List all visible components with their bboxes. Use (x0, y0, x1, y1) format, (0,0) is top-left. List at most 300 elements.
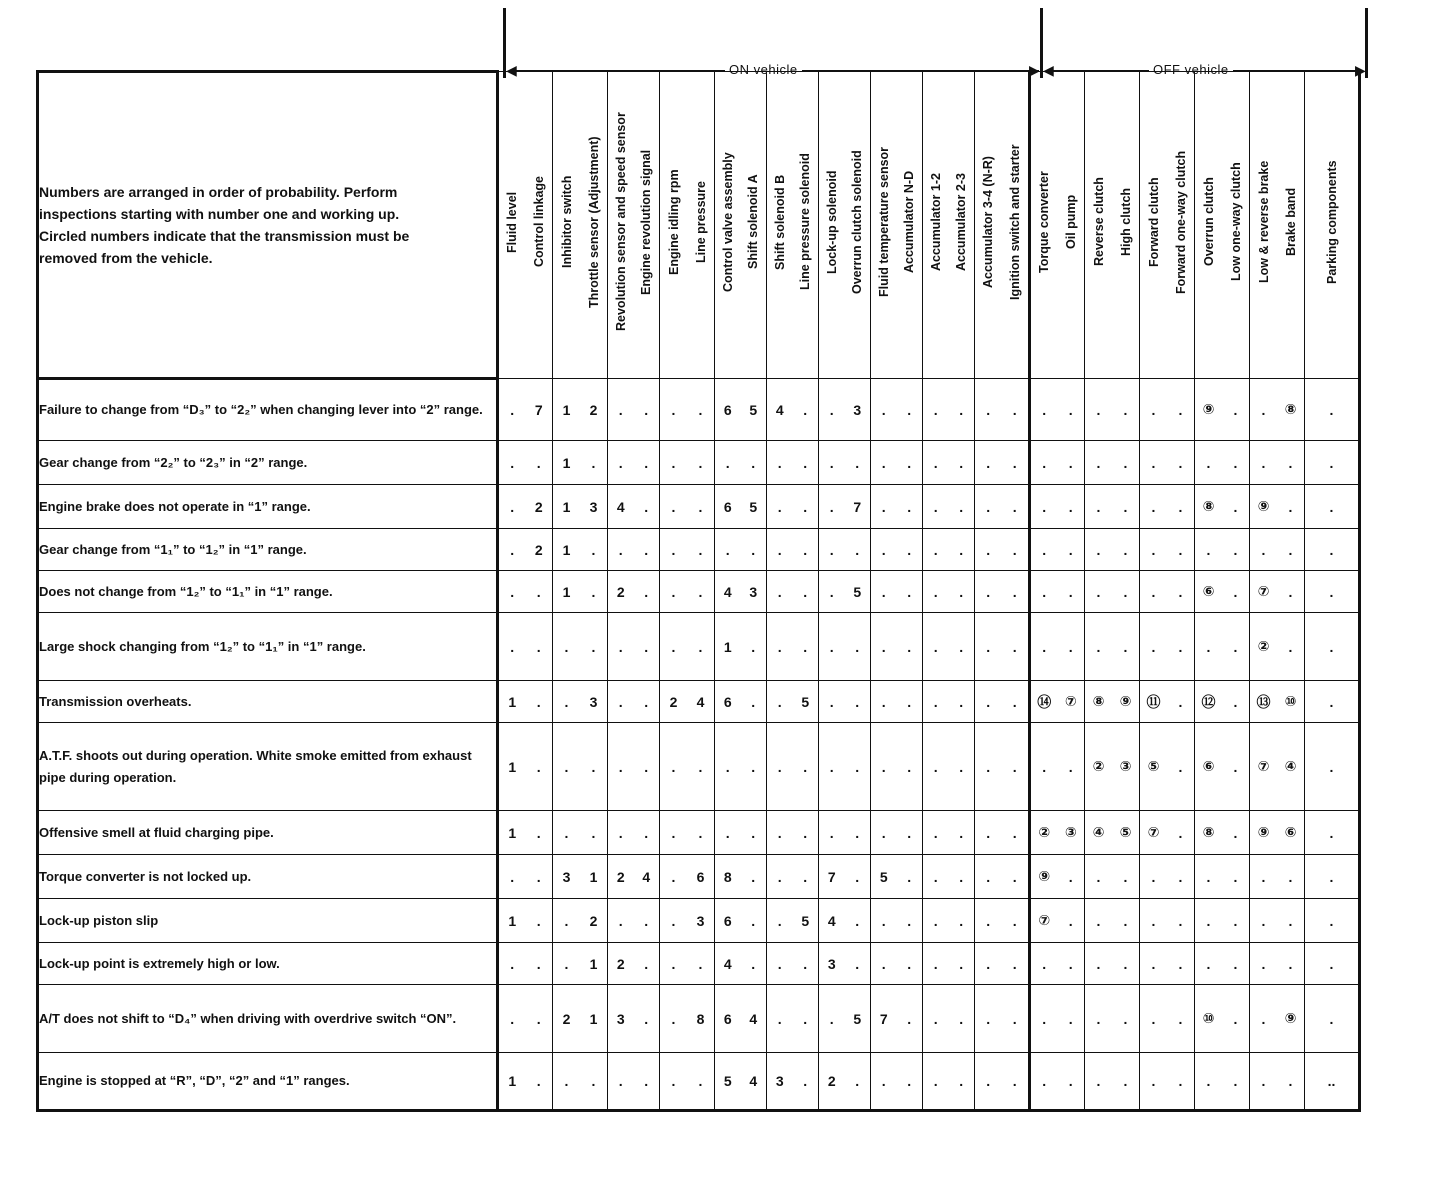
value-cell (819, 1053, 871, 1111)
probability-value: ⑫ (1201, 693, 1216, 710)
column-label: Accumulator 2-3 (954, 173, 969, 271)
probability-value: . (855, 1073, 860, 1089)
probability-value: . (1012, 583, 1017, 600)
probability-value: 1 (508, 912, 517, 929)
value-cell (1140, 985, 1195, 1053)
on-vehicle-label: ON vehicle (725, 62, 802, 78)
probability-value: . (510, 541, 515, 558)
probability-value: . (933, 955, 938, 972)
probability-value: . (1068, 401, 1073, 418)
probability-value: . (1288, 955, 1293, 972)
probability-value: . (1233, 912, 1238, 929)
probability-value: . (986, 454, 991, 471)
value-cell (923, 811, 975, 855)
value-cell (975, 985, 1030, 1053)
column-group-header (1140, 72, 1195, 379)
probability-value: . (671, 401, 676, 418)
probability-value: . (698, 1073, 703, 1089)
probability-value: . (933, 541, 938, 558)
probability-value: . (510, 401, 515, 418)
probability-value: . (1329, 401, 1334, 418)
probability-value: . (1288, 583, 1293, 600)
probability-value: 6 (723, 693, 732, 710)
probability-value: . (1151, 401, 1156, 418)
probability-value: . (933, 693, 938, 710)
probability-value: . (777, 758, 782, 775)
probability-value: . (1178, 955, 1183, 972)
value-cell (871, 723, 923, 811)
value-cell (553, 811, 608, 855)
value-cell (975, 943, 1030, 985)
probability-value: 4 (723, 583, 732, 600)
probability-value: . (698, 541, 703, 558)
probability-value: . (564, 1073, 569, 1089)
value-cell (498, 571, 553, 613)
symptom-cell: Lock-up point is extremely high or low. (38, 943, 498, 985)
probability-value: . (881, 401, 886, 418)
probability-value: . (671, 638, 676, 655)
value-cell (553, 529, 608, 571)
probability-value: . (591, 541, 596, 558)
probability-value: . (959, 868, 964, 885)
probability-value: ⑧ (1092, 693, 1105, 709)
probability-value: 1 (562, 541, 571, 558)
symptom-cell: Offensive smell at fluid charging pipe. (38, 811, 498, 855)
value-cell (1140, 485, 1195, 529)
probability-value: 3 (827, 955, 836, 972)
probability-value: . (1233, 1010, 1238, 1027)
probability-value: . (1151, 498, 1156, 515)
column-group-header (1250, 72, 1305, 379)
probability-value: 5 (801, 912, 810, 929)
probability-value: . (881, 498, 886, 515)
probability-value: . (591, 824, 596, 841)
probability-value: . (881, 955, 886, 972)
probability-value: . (644, 693, 649, 710)
probability-value: . (1068, 638, 1073, 655)
value-cell (871, 1053, 923, 1111)
value-cell (1250, 1053, 1305, 1111)
probability-value: . (751, 912, 756, 929)
probability-value: ⑨ (1038, 868, 1051, 884)
probability-value: . (1178, 693, 1183, 710)
probability-value: . (1288, 541, 1293, 558)
probability-value: . (671, 454, 676, 471)
probability-value: . (1288, 868, 1293, 885)
value-cell (819, 529, 871, 571)
value-cell (553, 855, 608, 899)
probability-value: . (1012, 955, 1017, 972)
probability-value: . (1233, 401, 1238, 418)
value-cell (923, 529, 975, 571)
instructions-note (38, 72, 498, 379)
probability-value: 5 (853, 583, 862, 600)
probability-value: . (536, 454, 541, 471)
probability-value: . (1123, 1010, 1128, 1027)
probability-value: . (591, 758, 596, 775)
probability-value: . (1012, 638, 1017, 655)
probability-value: 4 (775, 401, 784, 418)
probability-value: . (829, 583, 834, 600)
probability-value: . (907, 868, 912, 885)
probability-value: . (751, 454, 756, 471)
probability-value: . (1012, 454, 1017, 471)
probability-value: ⑥ (1202, 758, 1215, 774)
value-cell (1195, 1053, 1250, 1111)
probability-value: ⑦ (1257, 583, 1270, 599)
column-label: Overrun clutch (1201, 177, 1216, 267)
value-cell (1085, 613, 1140, 681)
table-row (38, 571, 1360, 613)
value-cell (871, 379, 923, 441)
probability-value: . (1261, 868, 1266, 885)
off-vehicle-label: OFF vehicle (1149, 62, 1233, 78)
value-cell (498, 379, 553, 441)
probability-value: . (536, 758, 541, 775)
value-cell (975, 379, 1030, 441)
probability-value: . (671, 1073, 676, 1089)
probability-value: . (855, 758, 860, 775)
value-cell (767, 681, 819, 723)
column-label: Accumulator 3-4 (N-R) (981, 156, 996, 288)
probability-value: . (881, 583, 886, 600)
probability-value: . (725, 758, 730, 775)
probability-value: . (1261, 454, 1266, 471)
symptom-cell: Failure to change from “D₃” to “2₂” when changing lever into “2” range. (38, 379, 498, 441)
probability-value: 6 (723, 498, 732, 515)
value-cell (1305, 855, 1360, 899)
symptom-cell: Does not change from “1₂” to “1₁” in “1” range. (38, 571, 498, 613)
column-label: Forward clutch (1146, 177, 1161, 267)
probability-value: ⑤ (1119, 824, 1132, 840)
value-cell (1085, 943, 1140, 985)
probability-value: 6 (723, 1010, 732, 1027)
value-cell (1140, 855, 1195, 899)
column-label: Brake band (1283, 187, 1298, 257)
value-cell (767, 855, 819, 899)
probability-value: . (1151, 955, 1156, 972)
probability-value: . (1288, 638, 1293, 655)
probability-value: . (1096, 955, 1101, 972)
arrow-left-icon: ◀ (506, 62, 517, 78)
value-cell (498, 855, 553, 899)
value-cell (715, 723, 767, 811)
probability-value: . (510, 583, 515, 600)
instructions-text: Numbers are arranged in order of probability. Perform inspections starting with number one and working up. Circled numbers indicate that the transmission must be removed from the vehicle. (39, 184, 410, 266)
column-label: Parking components (1324, 160, 1339, 284)
probability-value: . (591, 638, 596, 655)
probability-value: . (803, 1010, 808, 1027)
probability-value: 2 (616, 868, 625, 885)
table-row (38, 1053, 1360, 1111)
probability-value: . (591, 583, 596, 600)
probability-value: . (986, 912, 991, 929)
probability-value: 1 (589, 868, 598, 885)
probability-value: . (536, 824, 541, 841)
probability-value: . (1178, 638, 1183, 655)
probability-value: 6 (696, 868, 705, 885)
probability-value: . (855, 454, 860, 471)
probability-value: 7 (534, 401, 543, 418)
table-row (38, 441, 1360, 485)
probability-value: . (855, 693, 860, 710)
probability-value: . (933, 638, 938, 655)
value-cell (498, 985, 553, 1053)
value-cell (660, 529, 715, 571)
value-cell (1195, 723, 1250, 811)
probability-value: . (907, 1073, 912, 1089)
probability-value: . (986, 401, 991, 418)
probability-value: . (777, 912, 782, 929)
value-cell (1140, 1053, 1195, 1111)
probability-value: . (1233, 868, 1238, 885)
value-cell (1305, 441, 1360, 485)
probability-value: . (1233, 824, 1238, 841)
value-cell (660, 485, 715, 529)
value-cell (553, 485, 608, 529)
probability-value: ② (1092, 758, 1105, 774)
value-cell (1030, 985, 1085, 1053)
probability-value: . (1233, 454, 1238, 471)
value-cell (1195, 379, 1250, 441)
value-cell (1195, 571, 1250, 613)
probability-value: . (829, 1010, 834, 1027)
probability-value: ② (1257, 638, 1270, 654)
value-cell (715, 855, 767, 899)
value-cell (608, 571, 660, 613)
probability-value: ④ (1284, 758, 1297, 774)
probability-value: . (698, 583, 703, 600)
symptom-cell: Engine brake does not operate in “1” range. (38, 485, 498, 529)
value-cell (975, 441, 1030, 485)
probability-value: . (986, 1010, 991, 1027)
probability-value: . (1233, 541, 1238, 558)
probability-value: . (959, 955, 964, 972)
probability-value: . (644, 401, 649, 418)
probability-value: . (1042, 1010, 1047, 1027)
probability-value: 4 (642, 868, 651, 885)
probability-value: ⑦ (1038, 912, 1051, 928)
probability-value: ⑩ (1202, 1010, 1215, 1026)
value-cell (660, 379, 715, 441)
value-cell (553, 723, 608, 811)
probability-value: 2 (589, 401, 598, 418)
probability-value: . (986, 693, 991, 710)
probability-value: . (671, 912, 676, 929)
probability-value: . (564, 638, 569, 655)
probability-value: . (1178, 1010, 1183, 1027)
probability-value: . (510, 1010, 515, 1027)
probability-value: . (959, 912, 964, 929)
probability-value: . (1042, 955, 1047, 972)
value-cell (608, 681, 660, 723)
column-group-header (553, 72, 608, 379)
probability-value: . (907, 955, 912, 972)
value-cell (1140, 571, 1195, 613)
probability-value: . (1329, 758, 1334, 775)
probability-value: . (1206, 1073, 1211, 1089)
probability-value: . (1123, 638, 1128, 655)
probability-value: . (644, 912, 649, 929)
probability-value: . (829, 541, 834, 558)
value-cell (1195, 613, 1250, 681)
symptom-cell: Engine is stopped at “R”, “D”, “2” and “1” ranges. (38, 1053, 498, 1111)
value-cell (767, 899, 819, 943)
arrow-right-icon: ▶ (1355, 62, 1366, 78)
value-cell (608, 985, 660, 1053)
probability-value: . (907, 583, 912, 600)
probability-value: 1 (562, 401, 571, 418)
probability-value: . (1178, 912, 1183, 929)
probability-value: ⑦ (1064, 693, 1077, 709)
probability-value: . (1233, 1073, 1238, 1089)
probability-value: . (986, 498, 991, 515)
value-cell (975, 571, 1030, 613)
probability-value: . (564, 912, 569, 929)
value-cell (1250, 379, 1305, 441)
probability-value: . (881, 912, 886, 929)
probability-value: . (855, 541, 860, 558)
probability-value: . (907, 824, 912, 841)
arrow-left-icon: ◀ (1043, 62, 1054, 78)
value-cell (1305, 379, 1360, 441)
symptom-cell: Lock-up piston slip (38, 899, 498, 943)
table-row (38, 529, 1360, 571)
probability-value: 3 (696, 912, 705, 929)
probability-value: . (1261, 1010, 1266, 1027)
value-cell (715, 571, 767, 613)
column-group-header (975, 72, 1030, 379)
probability-value: . (1329, 955, 1334, 972)
value-cell (1305, 613, 1360, 681)
probability-value: . (1096, 1010, 1101, 1027)
probability-value: . (803, 454, 808, 471)
probability-value: . (1151, 912, 1156, 929)
probability-value: . (1151, 454, 1156, 471)
probability-value: . (1042, 498, 1047, 515)
value-cell (660, 811, 715, 855)
value-cell (871, 985, 923, 1053)
value-cell (1140, 379, 1195, 441)
value-cell (1305, 1053, 1360, 1111)
probability-value: . (803, 498, 808, 515)
probability-value: . (959, 638, 964, 655)
probability-value: ② (1038, 824, 1051, 840)
probability-value: ⑧ (1202, 498, 1215, 514)
probability-value: 4 (749, 1073, 758, 1089)
table-row (38, 899, 1360, 943)
probability-value: . (1012, 868, 1017, 885)
value-cell (923, 1053, 975, 1111)
probability-value: . (671, 824, 676, 841)
probability-value: . (829, 454, 834, 471)
probability-value: . (1151, 1010, 1156, 1027)
probability-value: ⑧ (1284, 401, 1297, 417)
probability-value: . (881, 693, 886, 710)
value-cell (871, 441, 923, 485)
probability-value: . (1123, 955, 1128, 972)
value-cell (553, 681, 608, 723)
probability-value: . (1123, 541, 1128, 558)
probability-value: . (881, 638, 886, 655)
probability-value: . (881, 824, 886, 841)
probability-value: . (644, 824, 649, 841)
probability-value: . (536, 693, 541, 710)
value-cell (660, 985, 715, 1053)
probability-value: . (1178, 1073, 1183, 1089)
value-cell (1195, 899, 1250, 943)
value-cell (871, 811, 923, 855)
value-cell (1305, 985, 1360, 1053)
probability-value: ⑥ (1202, 583, 1215, 599)
probability-value: . (1233, 955, 1238, 972)
value-cell (819, 613, 871, 681)
value-cell (1085, 723, 1140, 811)
probability-value: . (803, 758, 808, 775)
column-label: Low one-way clutch (1228, 162, 1243, 282)
value-cell (1305, 723, 1360, 811)
probability-value: . (1012, 912, 1017, 929)
value-cell (715, 529, 767, 571)
value-cell (1305, 811, 1360, 855)
value-cell (1305, 899, 1360, 943)
probability-value: . (907, 401, 912, 418)
probability-value: . (1206, 868, 1211, 885)
probability-value: . (698, 955, 703, 972)
value-cell (608, 943, 660, 985)
probability-value: . (698, 638, 703, 655)
probability-value: 8 (696, 1010, 705, 1027)
probability-value: . (829, 824, 834, 841)
column-label: Shift solenoid A (746, 174, 761, 270)
value-cell (1250, 985, 1305, 1053)
probability-value: . (1012, 541, 1017, 558)
probability-value: . (1096, 638, 1101, 655)
probability-value: . (644, 955, 649, 972)
probability-value: . (777, 1010, 782, 1027)
probability-value: . (618, 1073, 623, 1089)
table-row (38, 485, 1360, 529)
value-cell (1085, 529, 1140, 571)
value-cell (498, 1053, 553, 1111)
value-cell (1250, 441, 1305, 485)
column-label: Accumulator N-D (902, 170, 917, 274)
value-cell (608, 1053, 660, 1111)
probability-value: ⑧ (1202, 824, 1215, 840)
value-cell (975, 681, 1030, 723)
value-cell (1195, 681, 1250, 723)
value-cell (1085, 485, 1140, 529)
value-cell (660, 723, 715, 811)
probability-value: 4 (723, 955, 732, 972)
probability-value: . (1329, 638, 1334, 655)
probability-value: 4 (616, 498, 625, 515)
probability-value: . (698, 454, 703, 471)
column-label: Throttle sensor (Adjustment) (586, 136, 601, 308)
probability-value: ⑭ (1037, 693, 1052, 710)
value-cell (660, 1053, 715, 1111)
probability-value: . (564, 758, 569, 775)
probability-value: 3 (775, 1073, 784, 1089)
value-cell (923, 855, 975, 899)
probability-value: . (1233, 638, 1238, 655)
probability-value: 2 (616, 583, 625, 600)
probability-value: 3 (853, 401, 862, 418)
value-cell (1030, 855, 1085, 899)
value-cell (660, 899, 715, 943)
probability-value: 1 (508, 758, 517, 775)
probability-value: . (1096, 1073, 1101, 1089)
